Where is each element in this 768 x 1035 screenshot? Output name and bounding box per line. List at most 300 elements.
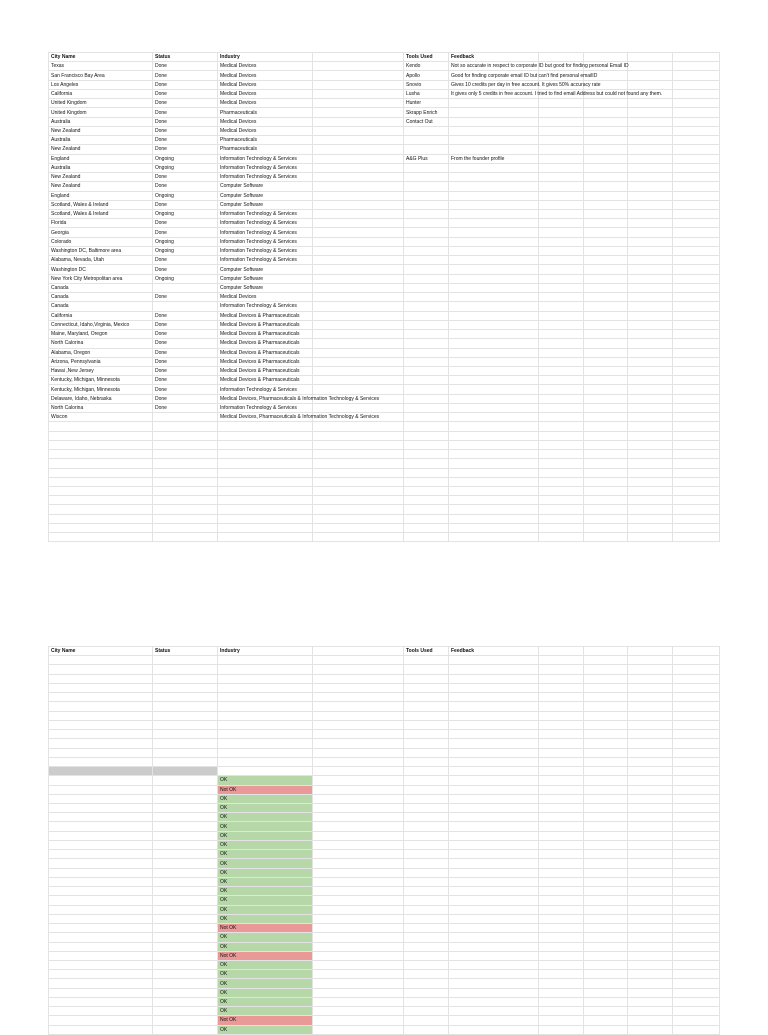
- city-cell[interactable]: Los Angeles: [49, 80, 153, 89]
- grid-cell[interactable]: [218, 739, 313, 748]
- status-cell[interactable]: Done: [153, 348, 218, 357]
- tools-cell[interactable]: [404, 357, 449, 366]
- tools-cell[interactable]: [404, 311, 449, 320]
- grid-cell[interactable]: [628, 924, 673, 933]
- grid-cell[interactable]: [153, 757, 218, 766]
- check-status-cell[interactable]: OK: [218, 988, 313, 997]
- grid-cell[interactable]: [673, 748, 720, 757]
- grid-cell[interactable]: [628, 656, 673, 665]
- grid-cell[interactable]: [628, 117, 673, 126]
- grid-cell[interactable]: [673, 80, 720, 89]
- grid-cell[interactable]: [313, 997, 404, 1006]
- grid-cell[interactable]: [153, 748, 218, 757]
- grid-cell[interactable]: [539, 514, 584, 523]
- city-cell[interactable]: New Zealand: [49, 173, 153, 182]
- grid-cell[interactable]: [628, 785, 673, 794]
- city-cell[interactable]: Washington DC: [49, 265, 153, 274]
- grid-cell[interactable]: [49, 794, 153, 803]
- grid-cell[interactable]: [404, 757, 449, 766]
- industry-cell[interactable]: Medical Devices: [218, 89, 313, 98]
- grid-cell[interactable]: [628, 191, 673, 200]
- grid-cell[interactable]: [539, 422, 584, 431]
- grid-cell[interactable]: [218, 730, 313, 739]
- grid-cell[interactable]: [153, 450, 218, 459]
- grid-cell[interactable]: [313, 459, 404, 468]
- grid-cell[interactable]: [584, 468, 628, 477]
- grid-cell[interactable]: [313, 182, 404, 191]
- grid-cell[interactable]: [584, 942, 628, 951]
- city-cell[interactable]: Florida: [49, 219, 153, 228]
- grid-cell[interactable]: [673, 720, 720, 729]
- grid-cell[interactable]: [628, 693, 673, 702]
- grid-cell[interactable]: [584, 905, 628, 914]
- grid-cell[interactable]: [49, 739, 153, 748]
- grid-cell[interactable]: [49, 896, 153, 905]
- grid-cell[interactable]: [628, 477, 673, 486]
- grid-cell[interactable]: [449, 674, 539, 683]
- grid-cell[interactable]: [628, 339, 673, 348]
- grid-cell[interactable]: [673, 89, 720, 98]
- city-cell[interactable]: Scotland, Wales & Ireland: [49, 200, 153, 209]
- grid-cell[interactable]: [313, 330, 404, 339]
- feedback-cell[interactable]: [449, 376, 539, 385]
- city-cell[interactable]: England: [49, 191, 153, 200]
- grid-cell[interactable]: [584, 108, 628, 117]
- grid-cell[interactable]: [628, 302, 673, 311]
- grid-cell[interactable]: [404, 896, 449, 905]
- grid-cell[interactable]: [539, 730, 584, 739]
- grid-cell[interactable]: [539, 647, 584, 656]
- status-cell[interactable]: Ongoing: [153, 274, 218, 283]
- grid-cell[interactable]: [313, 647, 404, 656]
- grid-cell[interactable]: [313, 89, 404, 98]
- feedback-cell[interactable]: [449, 219, 539, 228]
- grid-cell[interactable]: [313, 840, 404, 849]
- grid-cell[interactable]: [313, 311, 404, 320]
- grid-cell[interactable]: [404, 794, 449, 803]
- grid-cell[interactable]: [313, 117, 404, 126]
- grid-cell[interactable]: [584, 293, 628, 302]
- grid-cell[interactable]: [153, 459, 218, 468]
- grid-cell[interactable]: [673, 191, 720, 200]
- grid-cell[interactable]: [584, 431, 628, 440]
- grid-cell[interactable]: [673, 357, 720, 366]
- grid-cell[interactable]: [313, 877, 404, 886]
- grid-cell[interactable]: [584, 757, 628, 766]
- grid-cell[interactable]: [153, 665, 218, 674]
- grid-cell[interactable]: [449, 970, 539, 979]
- check-status-cell[interactable]: OK: [218, 997, 313, 1006]
- grid-cell[interactable]: [49, 1025, 153, 1034]
- grid-cell[interactable]: [218, 748, 313, 757]
- column-header[interactable]: City Name: [49, 647, 153, 656]
- industry-cell[interactable]: Computer Software: [218, 191, 313, 200]
- grid-cell[interactable]: [584, 887, 628, 896]
- grid-cell[interactable]: [449, 487, 539, 496]
- feedback-cell[interactable]: [449, 182, 539, 191]
- grid-cell[interactable]: [313, 385, 404, 394]
- grid-cell[interactable]: [49, 505, 153, 514]
- feedback-cell[interactable]: [449, 357, 539, 366]
- feedback-cell[interactable]: [449, 265, 539, 274]
- grid-cell[interactable]: [673, 126, 720, 135]
- grid-cell[interactable]: [539, 191, 584, 200]
- grid-cell[interactable]: [539, 803, 584, 812]
- grid-cell[interactable]: [584, 1025, 628, 1034]
- grid-cell[interactable]: [153, 970, 218, 979]
- grid-cell[interactable]: [313, 794, 404, 803]
- feedback-cell[interactable]: [449, 246, 539, 255]
- grid-cell[interactable]: [539, 739, 584, 748]
- grid-cell[interactable]: [673, 477, 720, 486]
- status-cell[interactable]: Done: [153, 311, 218, 320]
- grid-cell[interactable]: [673, 739, 720, 748]
- grid-cell[interactable]: [313, 702, 404, 711]
- grid-cell[interactable]: [673, 228, 720, 237]
- status-cell[interactable]: Done: [153, 108, 218, 117]
- grid-cell[interactable]: [49, 748, 153, 757]
- grid-cell[interactable]: [449, 702, 539, 711]
- tools-cell[interactable]: [404, 302, 449, 311]
- grid-cell[interactable]: [539, 859, 584, 868]
- grid-cell[interactable]: [49, 924, 153, 933]
- grid-cell[interactable]: [673, 274, 720, 283]
- grid-cell[interactable]: [449, 997, 539, 1006]
- grid-cell[interactable]: [449, 933, 539, 942]
- grid-cell[interactable]: [313, 357, 404, 366]
- grid-cell[interactable]: [313, 366, 404, 375]
- grid-cell[interactable]: [313, 163, 404, 172]
- grid-cell[interactable]: [584, 840, 628, 849]
- grid-cell[interactable]: [313, 942, 404, 951]
- grid-cell[interactable]: [49, 970, 153, 979]
- grid-cell[interactable]: [404, 739, 449, 748]
- feedback-cell[interactable]: Gives 10 credits per day in free account. It gives 50% accuracy rate: [449, 80, 539, 89]
- grid-cell[interactable]: [449, 523, 539, 532]
- grid-cell[interactable]: [584, 376, 628, 385]
- grid-cell[interactable]: [153, 776, 218, 785]
- grid-cell[interactable]: [153, 988, 218, 997]
- grid-cell[interactable]: [49, 720, 153, 729]
- grid-cell[interactable]: [628, 647, 673, 656]
- grid-cell[interactable]: [313, 256, 404, 265]
- grid-cell[interactable]: [673, 256, 720, 265]
- grid-cell[interactable]: [449, 730, 539, 739]
- grid-cell[interactable]: [153, 1007, 218, 1016]
- tools-cell[interactable]: [404, 293, 449, 302]
- grid-cell[interactable]: [628, 422, 673, 431]
- grid-cell[interactable]: [153, 656, 218, 665]
- grid-cell[interactable]: [313, 757, 404, 766]
- grid-cell[interactable]: [628, 683, 673, 692]
- grid-cell[interactable]: [404, 942, 449, 951]
- city-cell[interactable]: Georgia: [49, 228, 153, 237]
- grid-cell[interactable]: [584, 394, 628, 403]
- grid-cell[interactable]: [313, 145, 404, 154]
- grid-cell[interactable]: [313, 265, 404, 274]
- grid-cell[interactable]: [673, 683, 720, 692]
- grid-cell[interactable]: [153, 487, 218, 496]
- grid-cell[interactable]: [449, 767, 539, 776]
- grid-cell[interactable]: [539, 265, 584, 274]
- grid-cell[interactable]: [153, 730, 218, 739]
- grid-cell[interactable]: [584, 739, 628, 748]
- grid-cell[interactable]: [539, 656, 584, 665]
- grid-cell[interactable]: [49, 997, 153, 1006]
- grid-cell[interactable]: [153, 674, 218, 683]
- feedback-cell[interactable]: [449, 283, 539, 292]
- column-header[interactable]: Status: [153, 647, 218, 656]
- grid-cell[interactable]: [628, 523, 673, 532]
- grid-cell[interactable]: [628, 831, 673, 840]
- grid-cell[interactable]: [49, 533, 153, 542]
- grid-cell[interactable]: [313, 246, 404, 255]
- grid-cell[interactable]: [539, 748, 584, 757]
- tools-cell[interactable]: [404, 200, 449, 209]
- grid-cell[interactable]: [153, 840, 218, 849]
- grid-cell[interactable]: [673, 533, 720, 542]
- grid-cell[interactable]: [673, 730, 720, 739]
- grid-cell[interactable]: [153, 951, 218, 960]
- grid-cell[interactable]: [673, 246, 720, 255]
- grid-cell[interactable]: [313, 237, 404, 246]
- grid-cell[interactable]: [673, 859, 720, 868]
- grid-cell[interactable]: [449, 450, 539, 459]
- tools-cell[interactable]: Kendo: [404, 62, 449, 71]
- grid-cell[interactable]: [628, 979, 673, 988]
- grid-cell[interactable]: [673, 496, 720, 505]
- grid-cell[interactable]: [584, 246, 628, 255]
- grid-cell[interactable]: [313, 468, 404, 477]
- grid-cell[interactable]: [449, 459, 539, 468]
- grid-cell[interactable]: [313, 523, 404, 532]
- grid-cell[interactable]: [539, 366, 584, 375]
- grid-cell[interactable]: [539, 99, 584, 108]
- grid-cell[interactable]: [313, 450, 404, 459]
- grid-cell[interactable]: [584, 385, 628, 394]
- grid-cell[interactable]: [404, 674, 449, 683]
- grid-cell[interactable]: [539, 850, 584, 859]
- grid-cell[interactable]: [449, 896, 539, 905]
- grid-cell[interactable]: [404, 785, 449, 794]
- city-cell[interactable]: San Francisco Bay Area: [49, 71, 153, 80]
- grid-cell[interactable]: [584, 720, 628, 729]
- industry-cell[interactable]: Medical Devices: [218, 62, 313, 71]
- grid-cell[interactable]: [539, 877, 584, 886]
- grid-cell[interactable]: [628, 496, 673, 505]
- grid-cell[interactable]: [628, 311, 673, 320]
- grid-cell[interactable]: [449, 988, 539, 997]
- status-cell[interactable]: Done: [153, 293, 218, 302]
- grid-cell[interactable]: [539, 831, 584, 840]
- city-cell[interactable]: North Calorina: [49, 403, 153, 412]
- status-cell[interactable]: Ongoing: [153, 209, 218, 218]
- grid-cell[interactable]: [404, 877, 449, 886]
- grid-cell[interactable]: [628, 859, 673, 868]
- grid-cell[interactable]: [313, 720, 404, 729]
- industry-cell[interactable]: Medical Devices & Pharmaceuticals: [218, 320, 313, 329]
- tools-cell[interactable]: Apollo: [404, 71, 449, 80]
- grid-cell[interactable]: [673, 163, 720, 172]
- grid-cell[interactable]: [153, 514, 218, 523]
- grid-cell[interactable]: [628, 813, 673, 822]
- grid-cell[interactable]: [313, 693, 404, 702]
- grid-cell[interactable]: [539, 256, 584, 265]
- grid-cell[interactable]: [539, 154, 584, 163]
- grid-cell[interactable]: [584, 914, 628, 923]
- grid-cell[interactable]: [584, 339, 628, 348]
- status-cell[interactable]: Done: [153, 182, 218, 191]
- industry-cell[interactable]: Information Technology & Services: [218, 209, 313, 218]
- grid-cell[interactable]: [539, 431, 584, 440]
- industry-cell[interactable]: Computer Software: [218, 283, 313, 292]
- grid-cell[interactable]: [628, 702, 673, 711]
- tools-cell[interactable]: [404, 163, 449, 172]
- feedback-cell[interactable]: [449, 99, 539, 108]
- grid-cell[interactable]: [539, 988, 584, 997]
- grid-cell[interactable]: [628, 674, 673, 683]
- grid-cell[interactable]: [49, 859, 153, 868]
- grid-cell[interactable]: [404, 514, 449, 523]
- grid-cell[interactable]: [449, 468, 539, 477]
- feedback-cell[interactable]: [449, 228, 539, 237]
- grid-cell[interactable]: [539, 794, 584, 803]
- grid-cell[interactable]: [673, 505, 720, 514]
- grid-cell[interactable]: [153, 905, 218, 914]
- column-header[interactable]: Tools Used: [404, 647, 449, 656]
- grid-cell[interactable]: [673, 468, 720, 477]
- grid-cell[interactable]: [404, 803, 449, 812]
- grid-cell[interactable]: [584, 200, 628, 209]
- grid-cell[interactable]: [49, 711, 153, 720]
- grid-cell[interactable]: [313, 71, 404, 80]
- grid-cell[interactable]: [628, 757, 673, 766]
- grid-cell[interactable]: [673, 850, 720, 859]
- grid-cell[interactable]: [218, 450, 313, 459]
- grid-cell[interactable]: [673, 877, 720, 886]
- grid-cell[interactable]: [449, 887, 539, 896]
- feedback-cell[interactable]: It gives only 5 credits in free account. I tried to find email Address but could not found any them.: [449, 89, 539, 98]
- feedback-cell[interactable]: [449, 145, 539, 154]
- grid-cell[interactable]: [539, 274, 584, 283]
- grid-cell[interactable]: [628, 200, 673, 209]
- grid-cell[interactable]: [313, 831, 404, 840]
- grid-cell[interactable]: [584, 477, 628, 486]
- grid-cell[interactable]: [313, 477, 404, 486]
- industry-cell[interactable]: Pharmaceuticals: [218, 108, 313, 117]
- status-cell[interactable]: Done: [153, 394, 218, 403]
- grid-cell[interactable]: [539, 702, 584, 711]
- grid-cell[interactable]: [539, 450, 584, 459]
- grid-cell[interactable]: [584, 182, 628, 191]
- grid-cell[interactable]: [153, 477, 218, 486]
- grid-cell[interactable]: [628, 767, 673, 776]
- status-cell[interactable]: Done: [153, 265, 218, 274]
- grid-cell[interactable]: [449, 859, 539, 868]
- status-cell[interactable]: Done: [153, 320, 218, 329]
- grid-cell[interactable]: [584, 803, 628, 812]
- grid-cell[interactable]: [449, 979, 539, 988]
- grid-cell[interactable]: [404, 693, 449, 702]
- grid-cell[interactable]: [313, 813, 404, 822]
- column-header[interactable]: Industry: [218, 647, 313, 656]
- grid-cell[interactable]: [49, 674, 153, 683]
- grid-cell[interactable]: [539, 348, 584, 357]
- grid-cell[interactable]: [49, 960, 153, 969]
- grid-cell[interactable]: [313, 209, 404, 218]
- grid-cell[interactable]: [628, 413, 673, 422]
- industry-cell[interactable]: Computer Software: [218, 182, 313, 191]
- grid-cell[interactable]: [313, 505, 404, 514]
- grid-cell[interactable]: [404, 730, 449, 739]
- grid-cell[interactable]: [153, 440, 218, 449]
- grid-cell[interactable]: [313, 951, 404, 960]
- check-status-cell[interactable]: OK: [218, 859, 313, 868]
- grid-cell[interactable]: [218, 523, 313, 532]
- grid-cell[interactable]: [218, 757, 313, 766]
- tools-cell[interactable]: Snovio: [404, 80, 449, 89]
- grid-cell[interactable]: [153, 979, 218, 988]
- grid-cell[interactable]: [449, 496, 539, 505]
- grid-cell[interactable]: [584, 136, 628, 145]
- grid-cell[interactable]: [584, 173, 628, 182]
- grid-cell[interactable]: [404, 422, 449, 431]
- grid-cell[interactable]: [313, 933, 404, 942]
- grid-cell[interactable]: [153, 813, 218, 822]
- grid-cell[interactable]: [313, 274, 404, 283]
- tools-cell[interactable]: Skrapp Enrich: [404, 108, 449, 117]
- grid-cell[interactable]: [49, 933, 153, 942]
- grid-cell[interactable]: [584, 348, 628, 357]
- grid-cell[interactable]: [313, 1007, 404, 1016]
- grid-cell[interactable]: [313, 785, 404, 794]
- grid-cell[interactable]: [673, 376, 720, 385]
- check-status-cell[interactable]: OK: [218, 776, 313, 785]
- status-cell[interactable]: Done: [153, 62, 218, 71]
- grid-cell[interactable]: [49, 523, 153, 532]
- feedback-cell[interactable]: [449, 191, 539, 200]
- grid-cell[interactable]: [584, 813, 628, 822]
- grid-cell[interactable]: [628, 108, 673, 117]
- industry-cell[interactable]: Information Technology & Services: [218, 246, 313, 255]
- grid-cell[interactable]: [49, 459, 153, 468]
- grid-cell[interactable]: [539, 951, 584, 960]
- grid-cell[interactable]: [313, 533, 404, 542]
- grid-cell[interactable]: [49, 868, 153, 877]
- grid-cell[interactable]: [404, 914, 449, 923]
- grid-cell[interactable]: [628, 366, 673, 375]
- grid-cell[interactable]: [449, 748, 539, 757]
- grid-cell[interactable]: [628, 293, 673, 302]
- grid-cell[interactable]: [449, 1007, 539, 1016]
- grid-cell[interactable]: [404, 924, 449, 933]
- grid-cell[interactable]: [49, 831, 153, 840]
- feedback-cell[interactable]: [449, 173, 539, 182]
- grid-cell[interactable]: [673, 757, 720, 766]
- city-cell[interactable]: Australia: [49, 163, 153, 172]
- grid-cell[interactable]: [49, 514, 153, 523]
- grid-cell[interactable]: [313, 99, 404, 108]
- grid-cell[interactable]: [153, 496, 218, 505]
- feedback-cell[interactable]: [449, 200, 539, 209]
- grid-cell[interactable]: [628, 136, 673, 145]
- grid-cell[interactable]: [673, 896, 720, 905]
- check-status-cell[interactable]: OK: [218, 868, 313, 877]
- industry-cell[interactable]: Information Technology & Services: [218, 385, 313, 394]
- grid-cell[interactable]: [539, 376, 584, 385]
- feedback-cell[interactable]: Not so accurate in respect to corporate ID but good for finding personal Email ID: [449, 62, 539, 71]
- grid-cell[interactable]: [539, 785, 584, 794]
